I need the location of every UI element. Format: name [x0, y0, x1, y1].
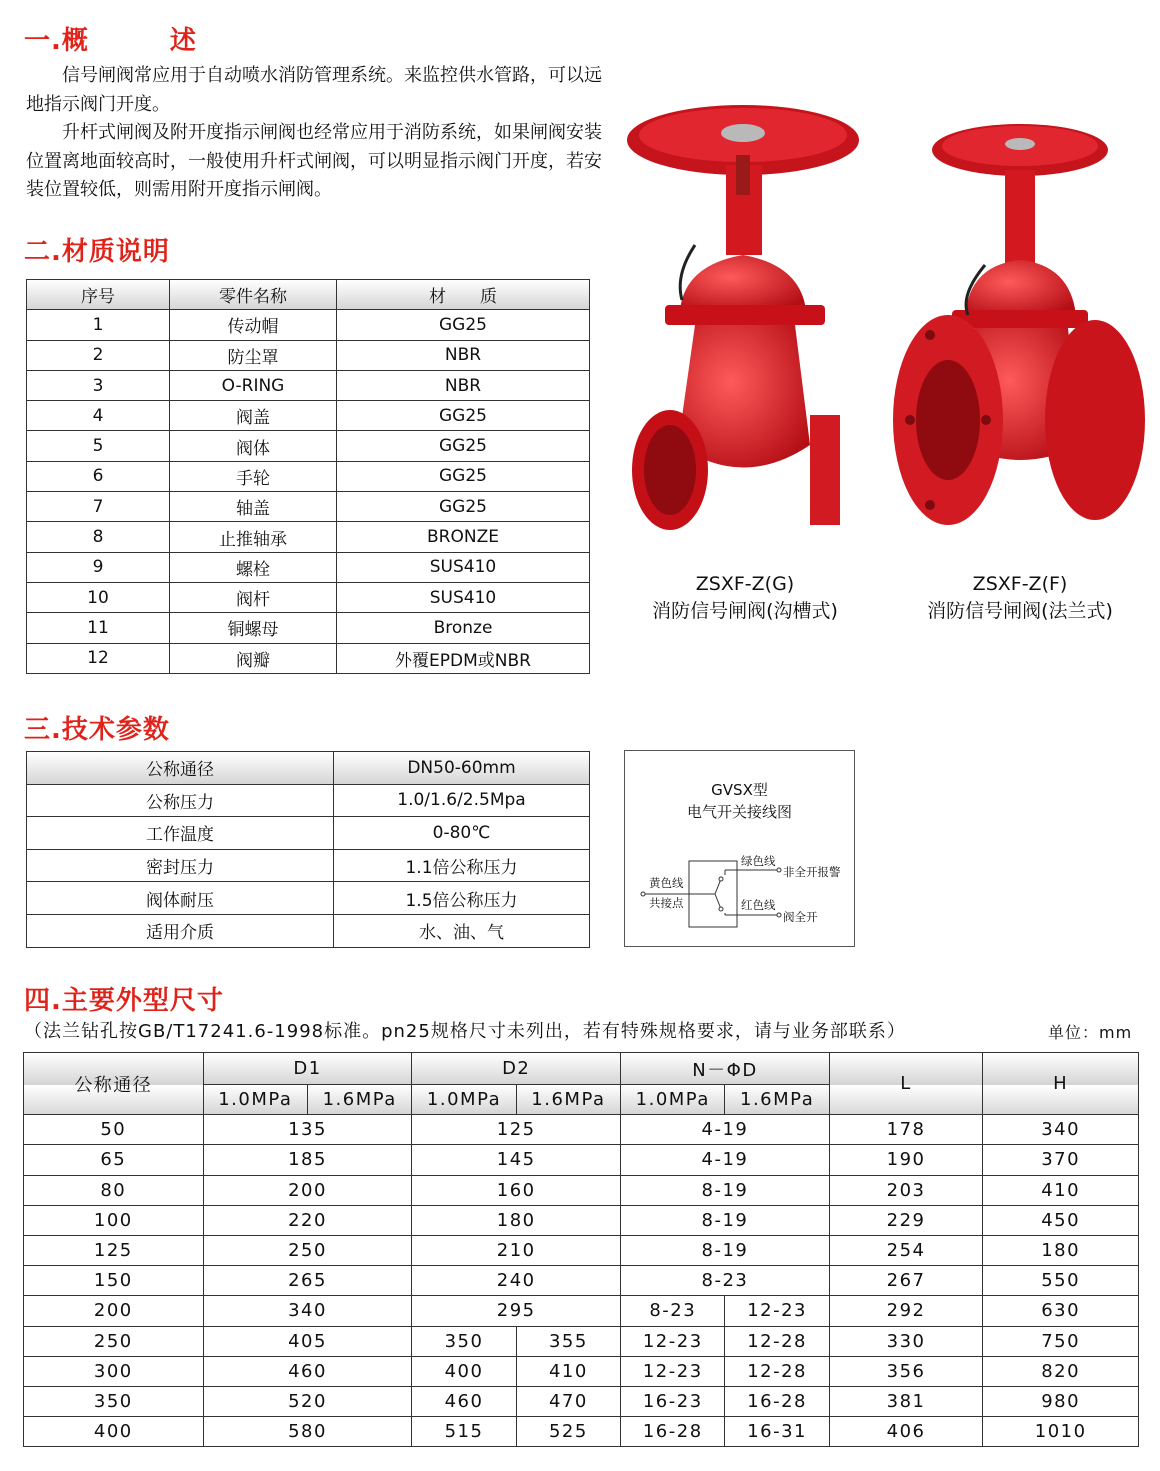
- dim-n-p10-cell: 16-23: [621, 1386, 725, 1416]
- product-name-flanged: 消防信号闸阀(法兰式): [927, 600, 1113, 622]
- material-no-cell: 2: [27, 340, 170, 370]
- material-material-cell: GG25: [337, 492, 590, 522]
- table-row: [24, 1145, 1139, 1175]
- material-material-cell: GG25: [337, 461, 590, 491]
- materials-table: [26, 279, 590, 674]
- material-material-cell: GG25: [337, 401, 590, 431]
- dim-l-cell: 406: [829, 1417, 983, 1447]
- product-name-grooved: 消防信号闸阀(沟槽式): [652, 600, 838, 622]
- dim-l-cell: 267: [829, 1266, 983, 1296]
- dim-header-d2: D2: [412, 1053, 621, 1085]
- materials-header-row: [27, 280, 590, 310]
- table-row: [24, 1356, 1139, 1386]
- dim-n-cell: 8-19: [621, 1205, 830, 1235]
- dim-d2-p10-cell: 350: [412, 1326, 516, 1356]
- dim-l-cell: 178: [829, 1115, 983, 1145]
- dim-l-cell: 254: [829, 1235, 983, 1265]
- material-part-cell: 螺栓: [170, 552, 337, 582]
- table-row: [27, 461, 590, 491]
- dim-l-cell: 356: [829, 1356, 983, 1386]
- dim-n-cell: 8-19: [621, 1175, 830, 1205]
- material-part-cell: 铜螺母: [170, 613, 337, 643]
- dim-l-cell: 330: [829, 1326, 983, 1356]
- dim-header-n: N－ΦD: [621, 1053, 830, 1085]
- table-row: [24, 1175, 1139, 1205]
- material-material-cell: NBR: [337, 340, 590, 370]
- table-row: [27, 370, 590, 400]
- dim-h-cell: 340: [983, 1115, 1139, 1145]
- table-row: [27, 882, 590, 915]
- material-no-cell: 12: [27, 643, 170, 673]
- dim-header-dn: 公称通径: [24, 1053, 204, 1115]
- dim-n-p16-cell: 16-31: [725, 1417, 829, 1447]
- material-no-cell: 3: [27, 370, 170, 400]
- materials-header-part: 零件名称: [170, 280, 337, 310]
- tech-value-cell: 水、油、气: [334, 914, 590, 947]
- dimensions-table: [23, 1052, 1139, 1447]
- dim-d1-cell: 520: [203, 1386, 412, 1416]
- table-row: [27, 340, 590, 370]
- wiring-title: 电气开关接线图: [686, 803, 792, 821]
- wiring-label-common: 共接点: [649, 896, 684, 910]
- dim-l-cell: 229: [829, 1205, 983, 1235]
- dim-d2-p16-cell: 470: [516, 1386, 620, 1416]
- material-no-cell: 4: [27, 401, 170, 431]
- tech-param-cell: 阀体耐压: [27, 882, 334, 915]
- dim-header-d1: D1: [203, 1053, 412, 1085]
- table-row: [27, 817, 590, 850]
- dimensions-table-body: [24, 1115, 1139, 1447]
- dim-n-p16-cell: 12-28: [725, 1326, 829, 1356]
- product-model-flanged: ZSXF-Z(F): [972, 573, 1068, 595]
- table-row: [27, 310, 590, 340]
- dim-dn-cell: 125: [24, 1235, 204, 1265]
- dim-dn-cell: 80: [24, 1175, 204, 1205]
- overview-paragraph-2: 升杆式闸阀及附开度指示闸阀也经常应用于消防系统，如果闸阀安装位置离地面较高时，一般使用升杆式闸阀，可以明显指示阀门开度，若安装位置较低，则需用附开度指示闸阀。: [26, 122, 602, 200]
- product-caption-grooved: [630, 571, 860, 625]
- material-no-cell: 5: [27, 431, 170, 461]
- material-part-cell: 阀盖: [170, 401, 337, 431]
- dim-header-l: L: [829, 1053, 983, 1115]
- dim-dn-cell: 350: [24, 1386, 204, 1416]
- material-material-cell: NBR: [337, 370, 590, 400]
- tech-table: [26, 751, 590, 948]
- table-row: [24, 1326, 1139, 1356]
- table-row: [27, 522, 590, 552]
- wiring-label-alarm: 非全开报警: [783, 865, 841, 879]
- dim-d2-p16-cell: 355: [516, 1326, 620, 1356]
- dim-n-p10-cell: 12-23: [621, 1326, 725, 1356]
- dim-d1-cell: 580: [203, 1417, 412, 1447]
- dim-h-cell: 1010: [983, 1417, 1139, 1447]
- dim-h-cell: 630: [983, 1296, 1139, 1326]
- dimensions-note: （法兰钻孔按GB/T17241.6-1998标准。pn25规格尺寸未列出，若有特殊规格要求，请与业务部联系）: [24, 1021, 906, 1042]
- product-model-grooved: ZSXF-Z(G): [695, 573, 795, 595]
- flanged-valve-image: [890, 115, 1150, 555]
- material-no-cell: 6: [27, 461, 170, 491]
- section-title-dimensions: 四.主要外型尺寸: [24, 986, 224, 1016]
- dim-l-cell: 203: [829, 1175, 983, 1205]
- section-title-tech: 三.技术参数: [24, 715, 170, 745]
- tech-param-cell: 密封压力: [27, 849, 334, 882]
- dim-h-cell: 450: [983, 1205, 1139, 1235]
- material-material-cell: 外覆EPDM或NBR: [337, 643, 590, 673]
- dim-n-cell: 8-19: [621, 1235, 830, 1265]
- dim-n-cell: 4-19: [621, 1115, 830, 1145]
- table-row: [27, 552, 590, 582]
- table-row: [27, 492, 590, 522]
- tech-param-cell: 公称压力: [27, 784, 334, 817]
- product-caption-flanged: [905, 571, 1135, 625]
- dim-header-row-1: [24, 1053, 1139, 1085]
- dim-dn-cell: 200: [24, 1296, 204, 1326]
- dim-d1-cell: 265: [203, 1266, 412, 1296]
- dim-d1-cell: 200: [203, 1175, 412, 1205]
- dim-dn-cell: 250: [24, 1326, 204, 1356]
- dim-l-cell: 292: [829, 1296, 983, 1326]
- material-material-cell: SUS410: [337, 552, 590, 582]
- tech-param-cell: 公称通径: [27, 752, 334, 785]
- material-material-cell: GG25: [337, 431, 590, 461]
- wiring-schematic: [625, 751, 856, 948]
- dim-header-d1-p16: 1.6MPa: [308, 1085, 412, 1115]
- dim-d2-cell: 295: [412, 1296, 621, 1326]
- dim-d2-cell: 240: [412, 1266, 621, 1296]
- material-part-cell: 轴盖: [170, 492, 337, 522]
- material-part-cell: O-RING: [170, 370, 337, 400]
- table-row: [24, 1417, 1139, 1447]
- table-row: [27, 849, 590, 882]
- materials-header-material: 材 质: [337, 280, 590, 310]
- table-row: [24, 1266, 1139, 1296]
- dim-dn-cell: 100: [24, 1205, 204, 1235]
- material-no-cell: 10: [27, 582, 170, 612]
- dim-l-cell: 190: [829, 1145, 983, 1175]
- table-row: [24, 1296, 1139, 1326]
- material-material-cell: SUS410: [337, 582, 590, 612]
- wiring-label-open: 阀全开: [783, 910, 818, 924]
- dim-header-n-p16: 1.6MPa: [725, 1085, 829, 1115]
- tech-value-cell: DN50-60mm: [334, 752, 590, 785]
- dim-header-d2-p10: 1.0MPa: [412, 1085, 516, 1115]
- dim-dn-cell: 300: [24, 1356, 204, 1386]
- table-row: [27, 431, 590, 461]
- dim-h-cell: 980: [983, 1386, 1139, 1416]
- dim-d1-cell: 135: [203, 1115, 412, 1145]
- dim-n-p10-cell: 16-28: [621, 1417, 725, 1447]
- dim-d2-cell: 210: [412, 1235, 621, 1265]
- dim-dn-cell: 400: [24, 1417, 204, 1447]
- tech-value-cell: 1.1倍公称压力: [334, 849, 590, 882]
- materials-table-body: [27, 310, 590, 674]
- dim-n-p16-cell: 16-28: [725, 1386, 829, 1416]
- dim-h-cell: 370: [983, 1145, 1139, 1175]
- dim-h-cell: 410: [983, 1175, 1139, 1205]
- dim-header-n-p10: 1.0MPa: [621, 1085, 725, 1115]
- dim-h-cell: 750: [983, 1326, 1139, 1356]
- dim-n-cell: 4-19: [621, 1145, 830, 1175]
- overview-text: [26, 62, 606, 205]
- material-part-cell: 手轮: [170, 461, 337, 491]
- wiring-label-green: 绿色线: [741, 854, 776, 868]
- dim-dn-cell: 65: [24, 1145, 204, 1175]
- section-title-materials: 二.材质说明: [24, 237, 170, 267]
- material-no-cell: 1: [27, 310, 170, 340]
- dim-d2-cell: 180: [412, 1205, 621, 1235]
- material-no-cell: 8: [27, 522, 170, 552]
- dim-h-cell: 820: [983, 1356, 1139, 1386]
- table-row: [27, 914, 590, 947]
- table-row: [24, 1235, 1139, 1265]
- material-part-cell: 阀杆: [170, 582, 337, 612]
- dim-d2-cell: 160: [412, 1175, 621, 1205]
- table-row: [24, 1205, 1139, 1235]
- material-part-cell: 传动帽: [170, 310, 337, 340]
- dimensions-unit: 单位：mm: [1048, 1023, 1133, 1042]
- tech-param-cell: 适用介质: [27, 914, 334, 947]
- dim-n-p16-cell: 12-23: [725, 1296, 829, 1326]
- overview-paragraph-1: 信号闸阀常应用于自动喷水消防管理系统。来监控供水管路，可以远地指示阀门开度。: [26, 65, 602, 115]
- table-row: [27, 643, 590, 673]
- dim-d2-cell: 145: [412, 1145, 621, 1175]
- dim-d1-cell: 405: [203, 1326, 412, 1356]
- table-row: [27, 784, 590, 817]
- tech-value-cell: 0-80℃: [334, 817, 590, 850]
- material-no-cell: 11: [27, 613, 170, 643]
- section-title-overview: 一.概 述: [24, 26, 197, 56]
- material-part-cell: 止推轴承: [170, 522, 337, 552]
- table-row: [27, 613, 590, 643]
- dim-dn-cell: 50: [24, 1115, 204, 1145]
- tech-value-cell: 1.0/1.6/2.5Mpa: [334, 784, 590, 817]
- tech-value-cell: 1.5倍公称压力: [334, 882, 590, 915]
- tech-param-cell: 工作温度: [27, 817, 334, 850]
- dim-d2-p10-cell: 515: [412, 1417, 516, 1447]
- table-row: [27, 752, 590, 785]
- material-part-cell: 阀体: [170, 431, 337, 461]
- table-row: [24, 1115, 1139, 1145]
- material-material-cell: Bronze: [337, 613, 590, 643]
- wiring-diagram: [624, 750, 855, 947]
- wiring-label-yellow: 黄色线: [649, 876, 684, 890]
- dim-n-p10-cell: 8-23: [621, 1296, 725, 1326]
- dim-dn-cell: 150: [24, 1266, 204, 1296]
- material-no-cell: 7: [27, 492, 170, 522]
- dim-d2-p10-cell: 460: [412, 1386, 516, 1416]
- dim-n-p10-cell: 12-23: [621, 1356, 725, 1386]
- material-no-cell: 9: [27, 552, 170, 582]
- dim-l-cell: 381: [829, 1386, 983, 1416]
- dim-d2-p16-cell: 410: [516, 1356, 620, 1386]
- grooved-valve-image: [620, 95, 870, 555]
- materials-header-no: 序号: [27, 280, 170, 310]
- dim-header-h: H: [983, 1053, 1139, 1115]
- dim-h-cell: 550: [983, 1266, 1139, 1296]
- material-part-cell: 防尘罩: [170, 340, 337, 370]
- dim-n-cell: 8-23: [621, 1266, 830, 1296]
- dim-d2-p16-cell: 525: [516, 1417, 620, 1447]
- dim-header-d1-p10: 1.0MPa: [203, 1085, 307, 1115]
- wiring-title-model: GVSX型: [711, 781, 768, 799]
- dim-d2-cell: 125: [412, 1115, 621, 1145]
- table-row: [24, 1386, 1139, 1416]
- dim-d1-cell: 220: [203, 1205, 412, 1235]
- table-row: [27, 582, 590, 612]
- dim-header-d2-p16: 1.6MPa: [516, 1085, 620, 1115]
- wiring-label-red: 红色线: [741, 898, 776, 912]
- dim-d1-cell: 185: [203, 1145, 412, 1175]
- material-part-cell: 阀瓣: [170, 643, 337, 673]
- dim-n-p16-cell: 12-28: [725, 1356, 829, 1386]
- dim-d1-cell: 340: [203, 1296, 412, 1326]
- dim-h-cell: 180: [983, 1235, 1139, 1265]
- dim-d2-p10-cell: 400: [412, 1356, 516, 1386]
- material-material-cell: BRONZE: [337, 522, 590, 552]
- table-row: [27, 401, 590, 431]
- tech-table-body: [27, 752, 590, 948]
- dim-d1-cell: 460: [203, 1356, 412, 1386]
- dim-d1-cell: 250: [203, 1235, 412, 1265]
- material-material-cell: GG25: [337, 310, 590, 340]
